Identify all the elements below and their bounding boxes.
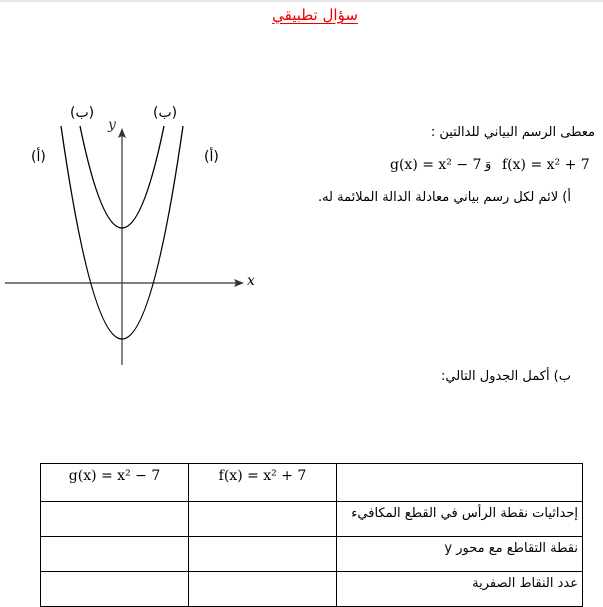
- answer-table: [40, 463, 583, 607]
- curve-label-a-right: (أ): [204, 149, 219, 165]
- curve-label-b-right: (ب): [153, 105, 178, 121]
- question-part-b: ب) أكمل الجدول التالي:: [440, 369, 571, 384]
- table-header-row: [41, 464, 583, 502]
- question-intro: معطى الرسم البياني للدالتين :: [430, 125, 595, 140]
- cell-f-zeros[interactable]: [189, 572, 337, 607]
- cell-g-zeros[interactable]: [41, 572, 189, 607]
- table-row: [41, 537, 583, 572]
- page-title: سؤال تطبيقي: [272, 6, 358, 24]
- curve-label-b-left: (ب): [70, 105, 95, 121]
- header-f: f(x) = x² + 7: [189, 464, 337, 502]
- x-axis-label: x: [247, 273, 255, 289]
- row-label-vertex: إحداثيات نقطة الرأس في القطع المكافيء: [337, 502, 583, 537]
- curve-label-a-left: (أ): [31, 149, 46, 165]
- cell-g-vertex[interactable]: [41, 502, 189, 537]
- conjunction-and: وَ: [485, 157, 492, 172]
- row-label-zeros: عدد النقاط الصفرية: [337, 572, 583, 607]
- parabola-graph: [0, 100, 270, 380]
- table-row: [41, 502, 583, 537]
- header-g: g(x) = x² − 7: [41, 464, 189, 502]
- table-row: [41, 572, 583, 607]
- cell-f-y-intercept[interactable]: [189, 537, 337, 572]
- question-part-a: أ) لائم لكل رسم بياني معادلة الدالة الملائمة له.: [317, 190, 571, 205]
- cell-f-vertex[interactable]: [189, 502, 337, 537]
- y-axis-label: y: [108, 117, 116, 133]
- header-empty: [337, 464, 583, 502]
- formula-g: g(x) = x² − 7: [390, 157, 482, 173]
- formula-f: f(x) = x² + 7: [502, 157, 590, 173]
- row-label-y-intercept: نقطة التقاطع مع محور y: [337, 537, 583, 572]
- top-border: [0, 0, 603, 2]
- cell-g-y-intercept[interactable]: [41, 537, 189, 572]
